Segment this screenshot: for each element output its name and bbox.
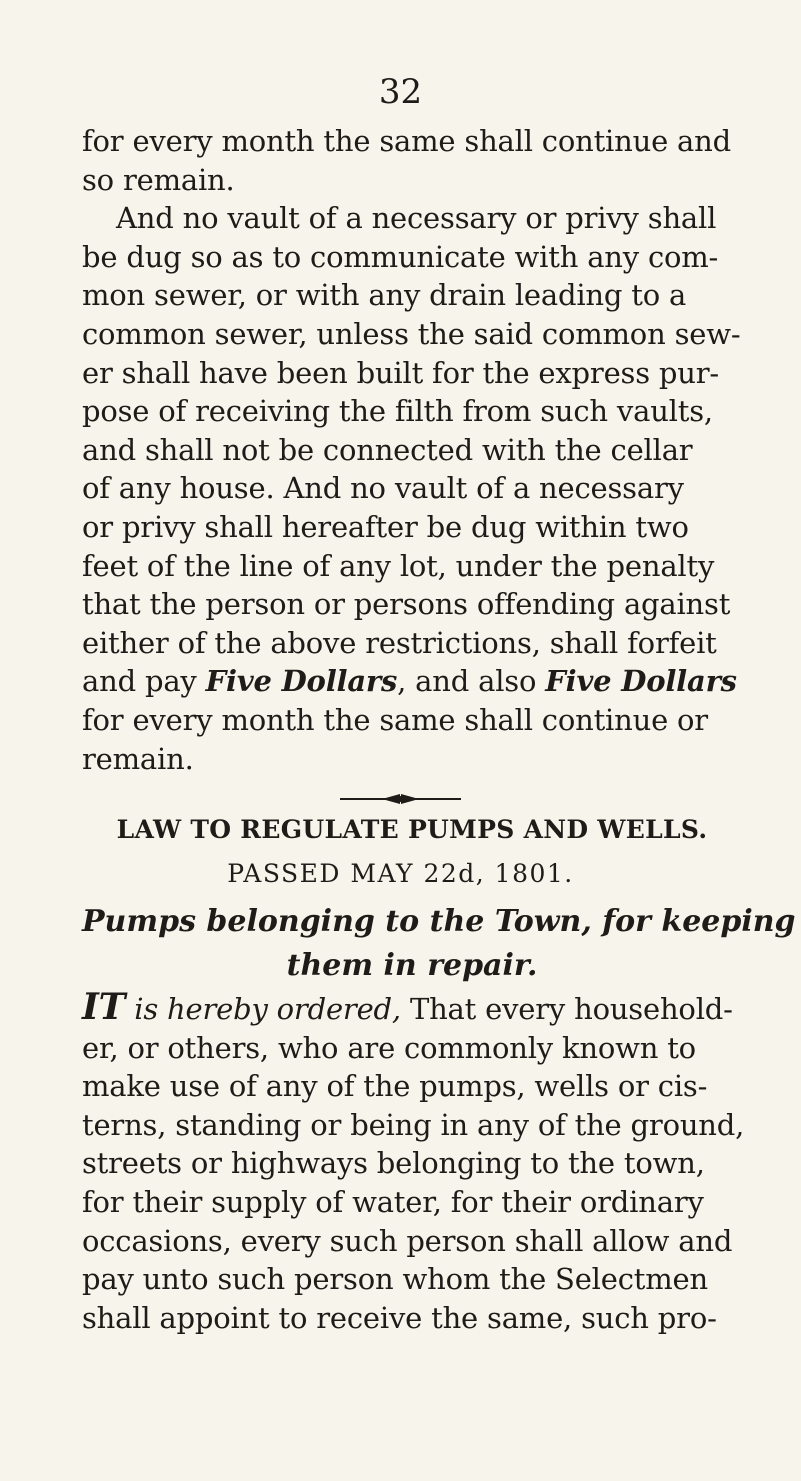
text-line: common sewer, unless the said common sew- [82, 316, 741, 351]
text-line: for their supply of water, for their ordinary [82, 1184, 704, 1219]
section-subtitle [82, 900, 796, 988]
text-line: remain. [82, 741, 194, 776]
law-title: LAW TO REGULATE PUMPS AND WELLS. [116, 815, 708, 844]
text-fragment: and pay [82, 664, 206, 699]
text-line: so remain. [82, 162, 235, 197]
text-line: occasions, every such person shall allow and [82, 1223, 733, 1258]
text-line: pay unto such person whom the Selectmen [82, 1262, 708, 1297]
text-line-penalty [82, 662, 742, 701]
text-line: terns, standing or being in any of the ground, [82, 1107, 745, 1142]
paragraph-pumps [82, 986, 745, 1337]
page-number: 32 [378, 72, 423, 112]
text-line: either of the above restrictions, shall forfeit [82, 625, 717, 660]
penalty-amount: Five Dollars [205, 664, 398, 699]
opening-line [82, 988, 742, 1029]
text-line: for every month the same shall continue or [82, 702, 708, 737]
subtitle-line: Pumps belonging to the Town, for keeping [82, 904, 796, 939]
text-fragment: , and also [397, 664, 546, 699]
text-line: feet of the line of any lot, under the penalty [82, 548, 715, 583]
text-fragment: That every household- [400, 992, 733, 1026]
text-fragment-italic: is hereby ordered, [125, 992, 401, 1026]
text-line: mon sewer, or with any drain leading to a [82, 278, 687, 313]
text-line: er, or others, who are commonly known to [82, 1030, 696, 1065]
text-line: that the person or persons offending against [82, 587, 731, 622]
text-line: make use of any of the pumps, wells or cis- [82, 1069, 708, 1104]
text-line: of any house. And no vault of a necessary [82, 471, 684, 506]
paragraph-vaults [82, 122, 742, 778]
passed-date: PASSED MAY 22d, 1801. [227, 859, 574, 888]
subtitle-line: them in repair. [286, 948, 538, 983]
text-line: And no vault of a necessary or privy shall [116, 201, 717, 236]
penalty-amount: Five Dollars [545, 664, 737, 699]
text-line: and shall not be connected with the cellar [82, 432, 693, 467]
text-line: be dug so as to communicate with any com- [82, 239, 719, 274]
text-line: er shall have been built for the express pur- [82, 355, 720, 390]
text-line: streets or highways belonging to the town, [82, 1146, 705, 1181]
text-line: for every month the same shall continue and [82, 124, 731, 158]
drop-cap: IT [82, 986, 126, 1028]
text-line: or privy shall hereafter be dug within two [82, 509, 689, 544]
section-divider [340, 793, 461, 805]
text-line: shall appoint to receive the same, such pro- [82, 1300, 717, 1335]
text-line: pose of receiving the filth from such vaults, [82, 394, 713, 429]
